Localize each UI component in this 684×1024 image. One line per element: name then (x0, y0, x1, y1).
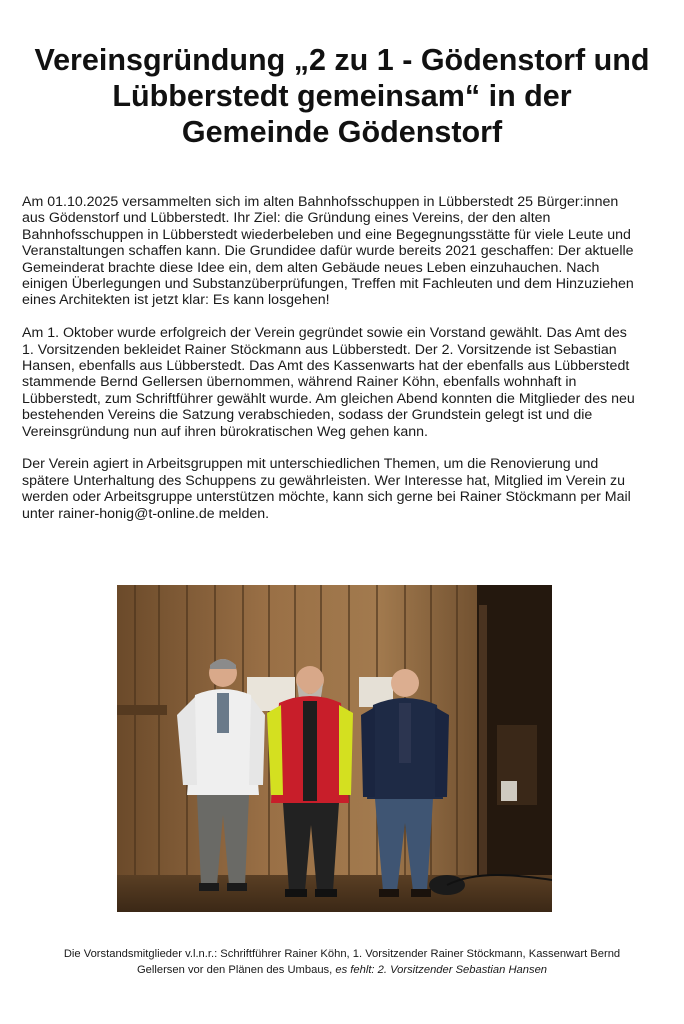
text-line: Vereinsgründung nun auf ihren bürokratischen Weg gehen kann. (22, 423, 428, 440)
text-line: stammende Bernd Gellersen übernommen, während Rainer Köhn, ebenfalls wohnhaft in (22, 374, 577, 391)
text-line: Bahnhofsschuppen in Lübberstedt wiederbeleben und eine Begegnungsstätte für viele Leute und (22, 226, 631, 243)
text-line: Am 01.10.2025 versammelten sich im alten Bahnhofsschuppen in Lübberstedt 25 Bürger:innen (22, 194, 619, 210)
group-photo-illustration (117, 585, 552, 912)
group-photo (117, 585, 552, 912)
text-line: spätere Unterhaltung des Schuppens zu gewährleisten. Wer Interesse hat, Mitglied im Verein zu (22, 472, 626, 489)
text-line: Gemeinderat brachte diese Idee ein, dem alten Gebäude neues Leben einzuhauchen. Nach (22, 259, 600, 276)
caption-line-2 (0, 962, 684, 978)
paragraph-2 (22, 325, 670, 440)
text-line: werden oder Arbeitsgruppe unterstützen möchte, kann sich gerne bei Rainer Stöckmann per Mail (22, 489, 631, 506)
title-line: Gemeinde Gödenstorf (181, 115, 503, 149)
title-line: Lübberstedt gemeinsam“ in der (112, 79, 572, 113)
text-line: Am 1. Oktober wurde erfolgreich der Verein gegründet sowie ein Vorstand gewählt. Das Amt des (22, 325, 627, 342)
text-line: 1. Vorsitzenden bekleidet Rainer Stöckmann aus Lübberstedt. Der 2. Vorsitzende ist Sebastian (22, 341, 617, 358)
article-body (22, 194, 670, 538)
text-line: unter rainer-honig@t-online.de melden. (22, 505, 270, 522)
text-line: Der Verein agiert in Arbeitsgruppen mit unterschiedlichen Themen, um die Renovierung und (22, 456, 599, 473)
photo-caption (0, 946, 684, 978)
text-line: Veranstaltungen schaffen kann. Die Grundidee dafür wurde bereits 2021 geschaffen: Der aktuelle (22, 243, 634, 260)
text-line: eines Architekten ist jetzt klar: Es kann losgehen! (22, 292, 330, 309)
title-line: Vereinsgründung „2 zu 1 - Gödenstorf und (34, 43, 650, 77)
paragraph-3 (22, 456, 670, 522)
caption-line-1: Die Vorstandsmitglieder v.l.n.r.: Schriftführer Rainer Köhn, 1. Vorsitzender Rainer Stöckmann, Kassenwart Bernd (63, 948, 621, 960)
paragraph-1 (22, 194, 670, 309)
text-line: Hansen, ebenfalls aus Lübberstedt. Das Amt des Kassenwarts hat der ebenfalls aus Lübberstedt (22, 358, 630, 375)
text-line: aus Gödenstorf und Lübberstedt. Ihr Ziel: die Gründung eines Vereins, der den alten (22, 210, 551, 227)
article-title (0, 42, 684, 150)
text-line: Lübberstedt, zum Schriftführer gewählt wurde. Am gleichen Abend konnten die Mitglieder des neu (22, 390, 635, 407)
caption-plain: Gellersen vor den Plänen des Umbaus, (136, 964, 336, 976)
text-line: einigen Überlegungen und Substanzüberprüfungen, Treffen mit Fachleuten und dem Hinzuziehen (22, 276, 634, 293)
caption-italic-note: es fehlt: 2. Vorsitzender Sebastian Hansen (335, 964, 548, 976)
text-line: bestehenden Vereins die Satzung verabschieden, sodass der Grundstein gelegt ist und die (22, 407, 593, 424)
